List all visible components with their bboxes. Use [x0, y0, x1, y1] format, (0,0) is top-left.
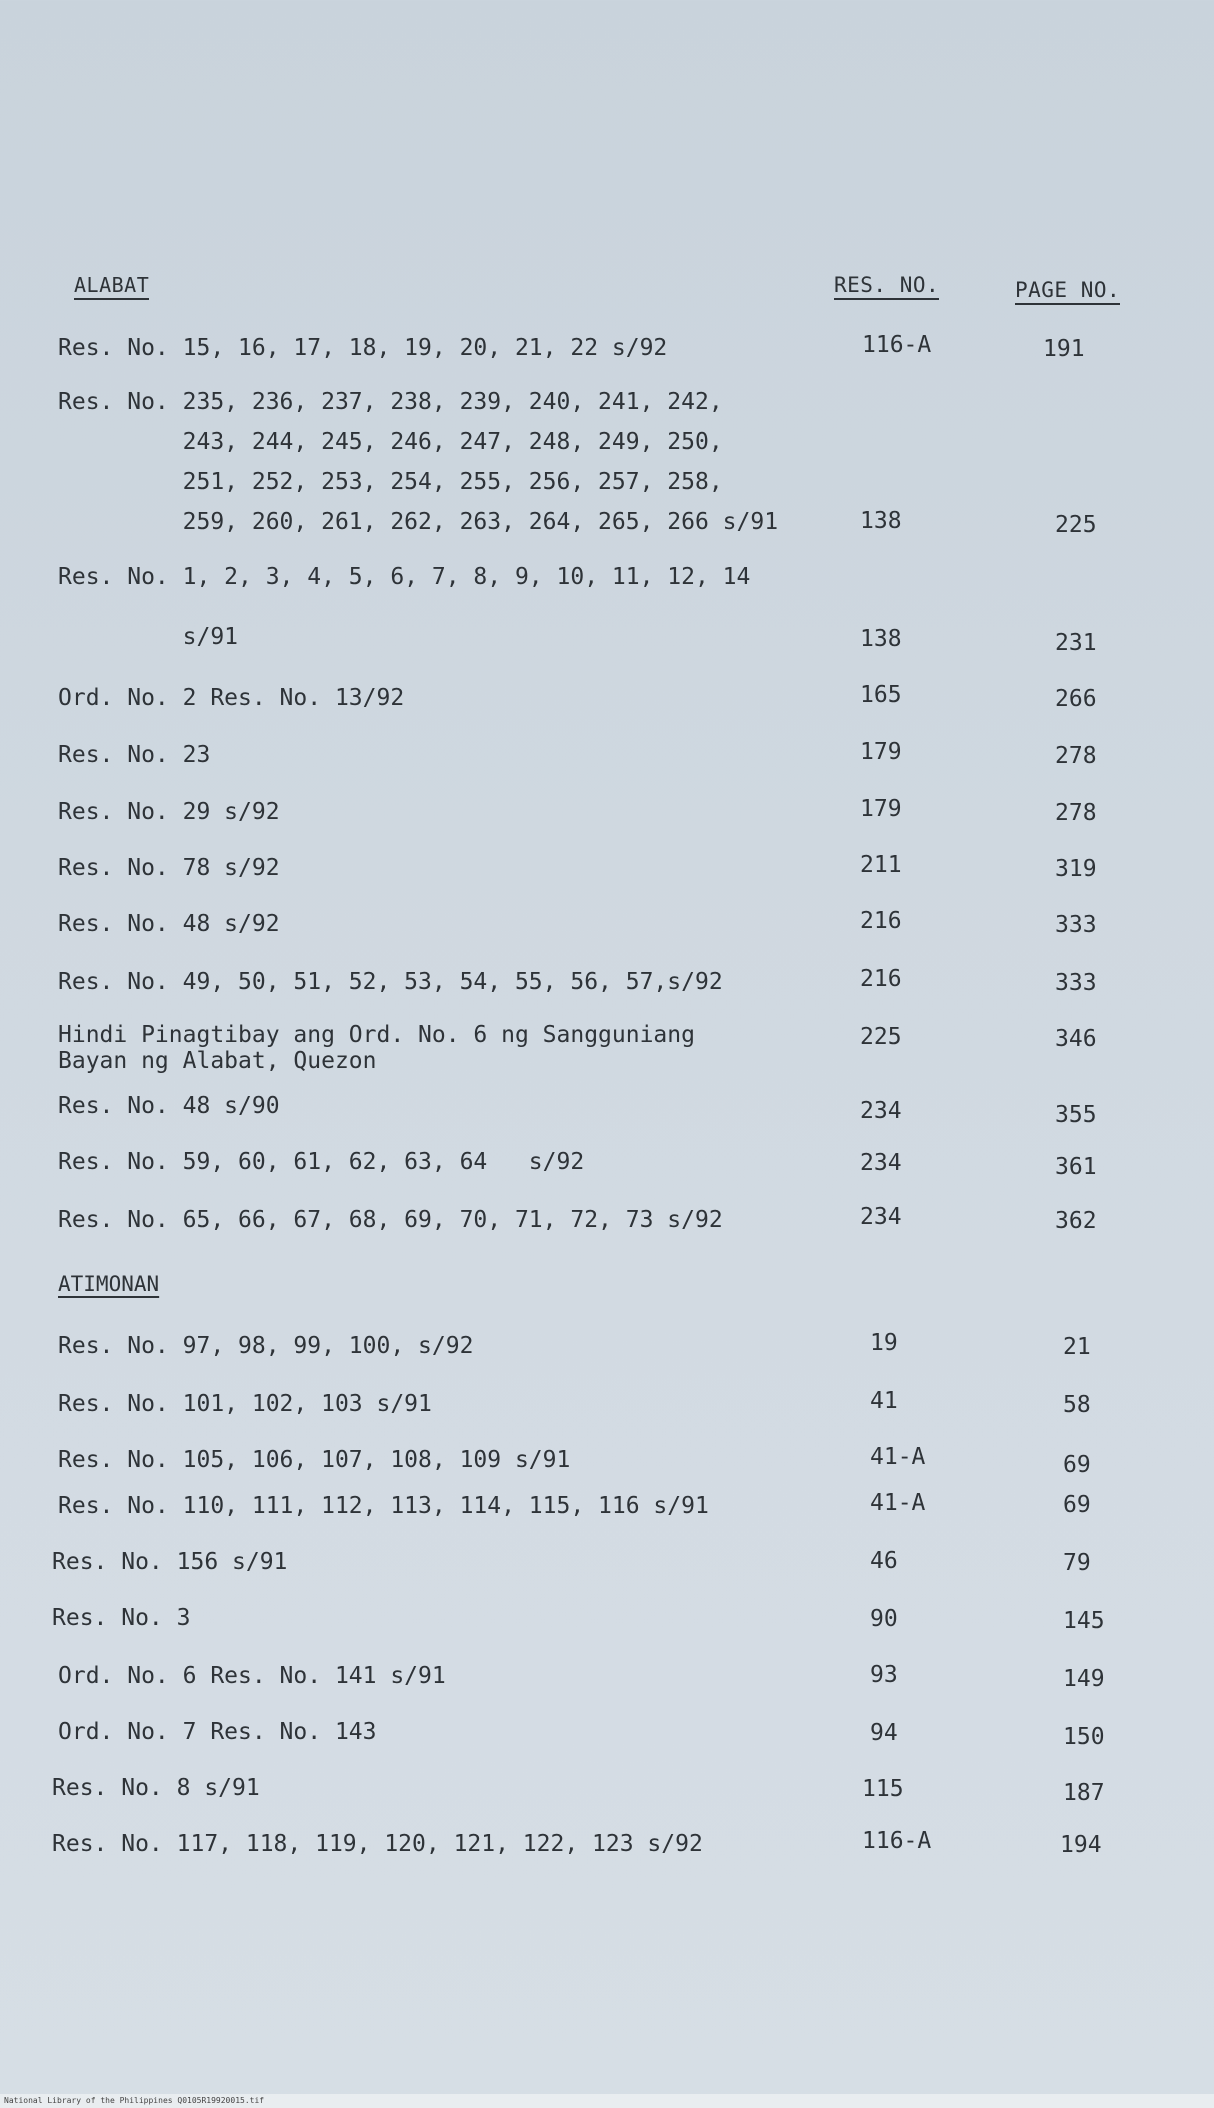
entry-description: Res. No. 117, 118, 119, 120, 121, 122, 123 s/92: [52, 1831, 703, 1857]
entry-page-no: 145: [1063, 1608, 1105, 1634]
column-header-page-no: PAGE NO.: [1015, 278, 1120, 305]
entry-page-no: 278: [1055, 743, 1097, 769]
entry-description: Res. No. 15, 16, 17, 18, 19, 20, 21, 22 s/92: [58, 335, 668, 361]
entry-res-no: 179: [860, 739, 902, 765]
entry-page-no: 79: [1063, 1550, 1091, 1576]
entry-description: Res. No. 101, 102, 103 s/91: [58, 1391, 432, 1417]
entry-description: Res. No. 23: [58, 742, 211, 768]
entry-description: Res. No. 1, 2, 3, 4, 5, 6, 7, 8, 9, 10, 11, 12, 14 s/91: [58, 564, 751, 650]
entry-page-no: 361: [1055, 1154, 1097, 1180]
entry-page-no: 231: [1055, 630, 1097, 656]
entry-res-no: 41: [870, 1388, 898, 1414]
entry-page-no: 346: [1055, 1026, 1097, 1052]
entry-page-no: 225: [1055, 512, 1097, 538]
entry-description: Res. No. 59, 60, 61, 62, 63, 64 s/92: [58, 1149, 585, 1175]
entry-page-no: 194: [1060, 1832, 1102, 1858]
entry-page-no: 333: [1055, 912, 1097, 938]
entry-description: Res. No. 235, 236, 237, 238, 239, 240, 241, 242, 243, 244, 245, 246, 247, 248, 249, 250, 251, 252, 253, 254, 255, 256, 257, 258, 259, 260, 261, 262, 263, 264, 265, 266 s/91: [58, 389, 779, 535]
entry-description: Res. No. 48 s/92: [58, 911, 280, 937]
entry-description: Res. No. 65, 66, 67, 68, 69, 70, 71, 72, 73 s/92: [58, 1207, 723, 1233]
entry-page-no: 149: [1063, 1666, 1105, 1692]
section-title-atimonan: ATIMONAN: [58, 1272, 160, 1296]
entry-page-no: 58: [1063, 1392, 1091, 1418]
entry-res-no: 234: [860, 1150, 902, 1176]
entry-page-no: 69: [1063, 1492, 1091, 1518]
entry-page-no: 355: [1055, 1102, 1097, 1128]
entry-description: Res. No. 8 s/91: [52, 1775, 260, 1801]
entry-description: Res. No. 3: [52, 1605, 191, 1631]
entry-page-no: 266: [1055, 686, 1097, 712]
entry-description: Ord. No. 6 Res. No. 141 s/91: [58, 1663, 446, 1689]
entry-res-no: 19: [870, 1330, 898, 1356]
scan-footer: National Library of the Philippines Q0105R19920015.tif: [0, 2094, 1214, 2108]
entry-res-no: 115: [862, 1776, 904, 1802]
entry-description: Res. No. 156 s/91: [52, 1549, 288, 1575]
entry-description: Res. No. 97, 98, 99, 100, s/92: [58, 1333, 474, 1359]
entry-res-no: 116-A: [862, 1828, 932, 1854]
entry-page-no: 191: [1043, 336, 1085, 362]
entry-res-no: 234: [860, 1098, 902, 1124]
entry-description: Res. No. 29 s/92: [58, 799, 280, 825]
entry-res-no: 90: [870, 1606, 898, 1632]
entry-description: Ord. No. 7 Res. No. 143: [58, 1719, 377, 1745]
entry-res-no: 225: [860, 1024, 902, 1050]
entry-res-no: 93: [870, 1662, 898, 1688]
entry-description: Res. No. 78 s/92: [58, 855, 280, 881]
column-header-res-no: RES. NO.: [834, 273, 939, 300]
entry-res-no: 41-A: [870, 1444, 926, 1470]
entry-res-no: 165: [860, 682, 902, 708]
entry-page-no: 21: [1063, 1334, 1091, 1360]
entry-page-no: 362: [1055, 1208, 1097, 1234]
entry-res-no: 234: [860, 1204, 902, 1230]
entry-page-no: 187: [1063, 1780, 1105, 1806]
entry-description: Res. No. 49, 50, 51, 52, 53, 54, 55, 56, 57,s/92: [58, 969, 723, 995]
section-title-alabat: ALABAT: [74, 273, 149, 300]
entry-page-no: 150: [1063, 1724, 1105, 1750]
entry-page-no: 278: [1055, 800, 1097, 826]
entry-res-no: 94: [870, 1720, 898, 1746]
entry-description: Res. No. 48 s/90: [58, 1093, 280, 1119]
entry-description: Ord. No. 2 Res. No. 13/92: [58, 685, 405, 711]
entry-description: Hindi Pinagtibay ang Ord. No. 6 ng Sangguniang Bayan ng Alabat, Quezon: [58, 1022, 695, 1074]
entry-res-no: 116-A: [862, 332, 932, 358]
entry-description: Res. No. 105, 106, 107, 108, 109 s/91: [58, 1447, 571, 1473]
entry-res-no: 211: [860, 852, 902, 878]
entry-page-no: 333: [1055, 970, 1097, 996]
entry-res-no: 46: [870, 1548, 898, 1574]
entry-page-no: 69: [1063, 1452, 1091, 1478]
entry-res-no: 138: [860, 508, 902, 534]
entry-res-no: 138: [860, 626, 902, 652]
entry-res-no: 41-A: [870, 1490, 926, 1516]
entry-res-no: 179: [860, 796, 902, 822]
entry-description: Res. No. 110, 111, 112, 113, 114, 115, 116 s/91: [58, 1493, 709, 1519]
entry-page-no: 319: [1055, 856, 1097, 882]
entry-res-no: 216: [860, 908, 902, 934]
entry-res-no: 216: [860, 966, 902, 992]
